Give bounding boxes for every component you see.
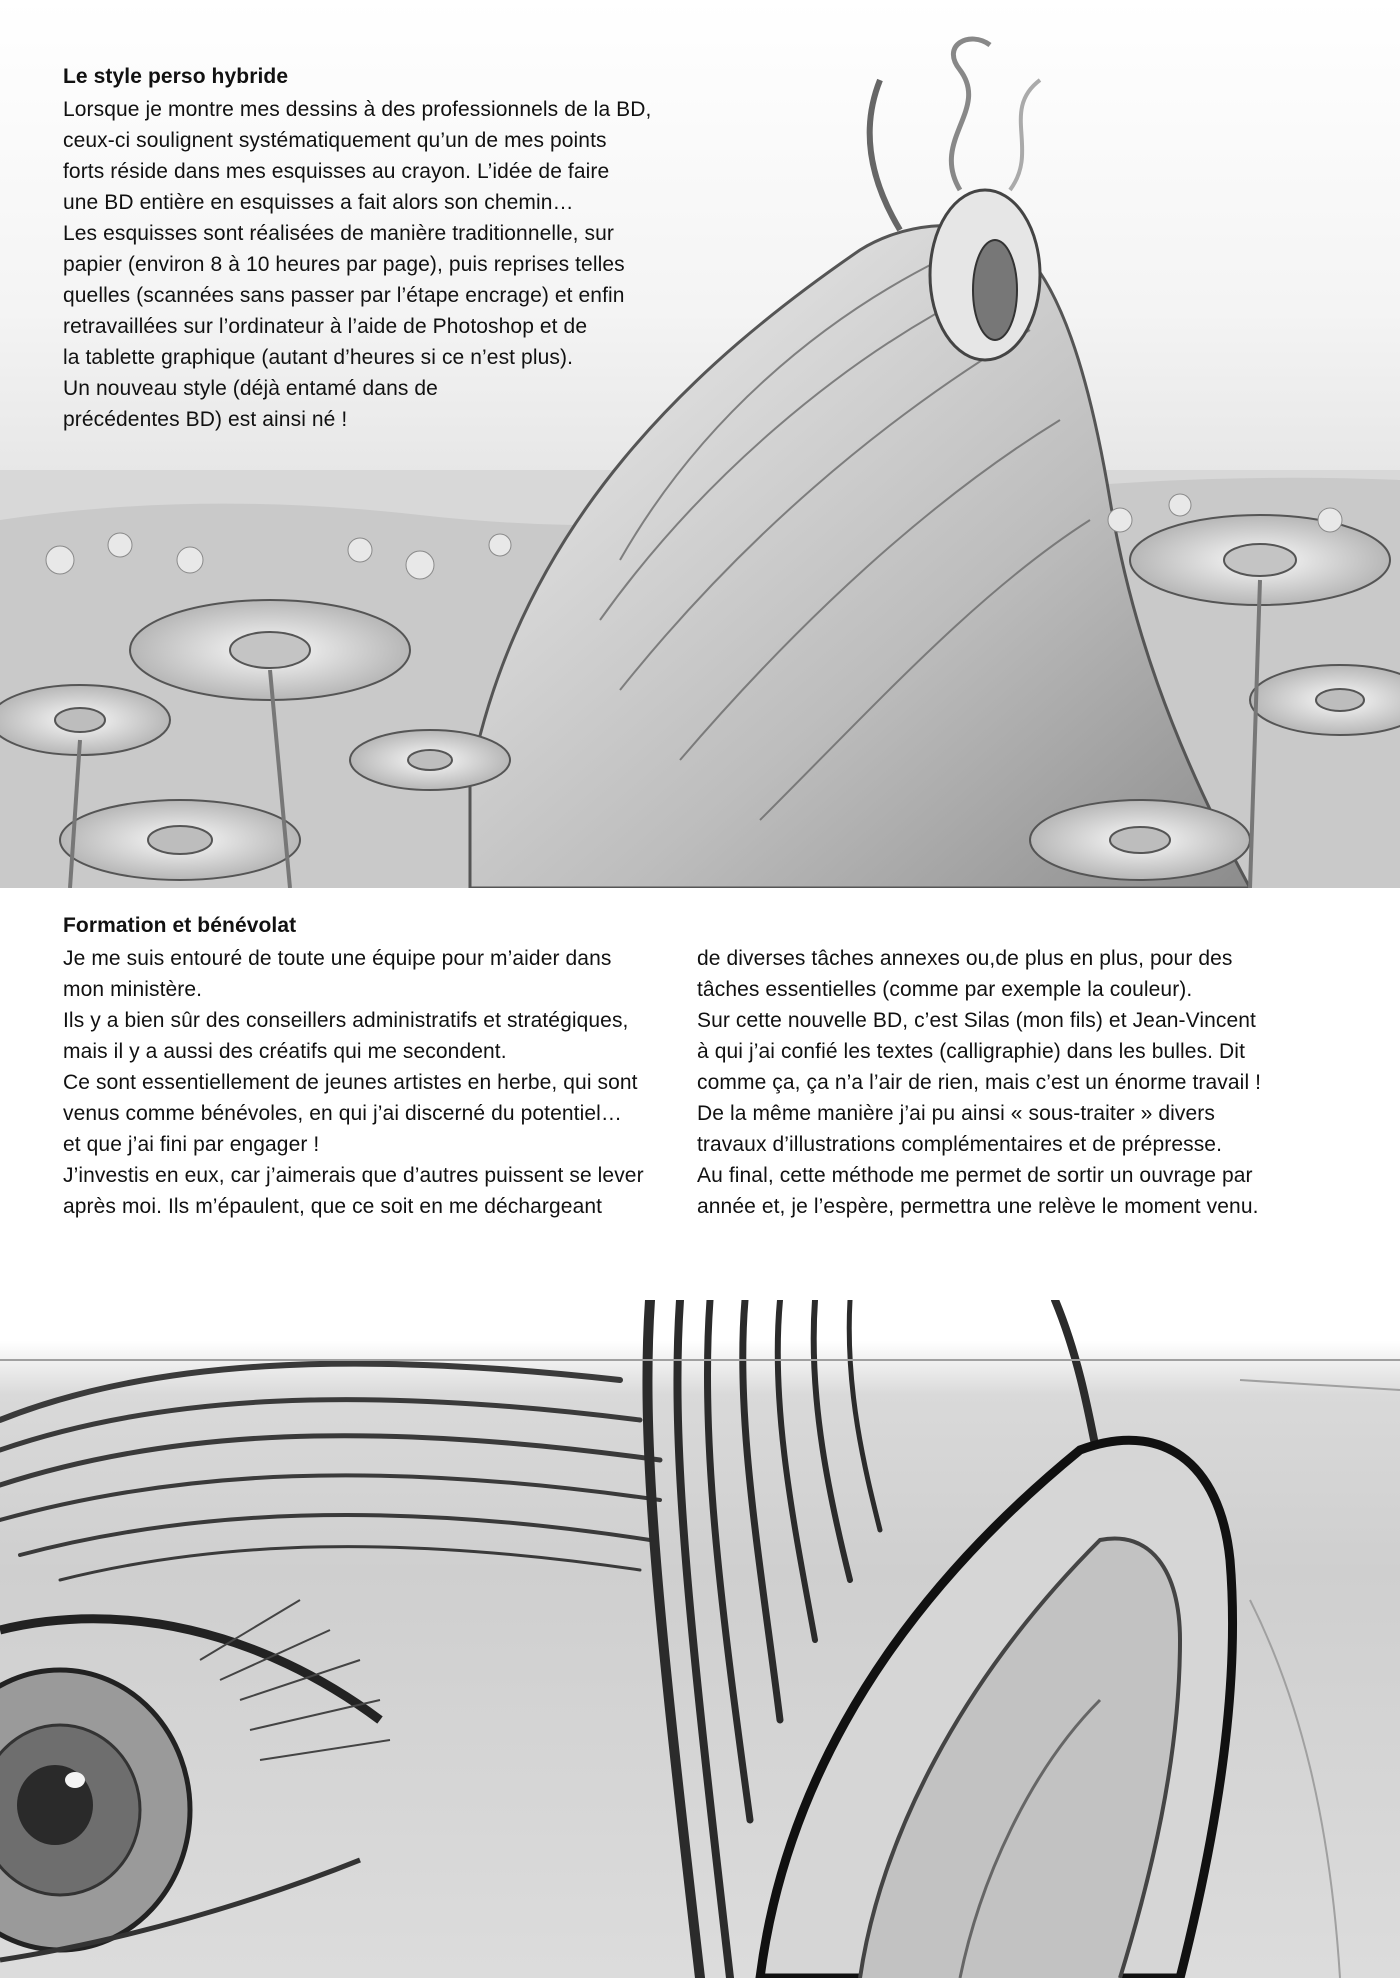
style-section-title: Le style perso hybride: [63, 65, 289, 88]
formation-line: venus comme bénévoles, en qui j’ai discerné du potentiel…: [63, 1102, 623, 1125]
formation-line: Sur cette nouvelle BD, c’est Silas (mon fils) et Jean-Vincent: [697, 1009, 1256, 1032]
eye-ear-sketch-illustration: [0, 1300, 1400, 1978]
style-line: précédentes BD) est ainsi né !: [63, 408, 348, 431]
formation-column-right: [697, 943, 1337, 1222]
style-line: la tablette graphique (autant d’heures si ce n’est plus).: [63, 346, 574, 369]
style-line: une BD entière en esquisses a fait alors son chemin…: [63, 191, 574, 214]
formation-line: de diverses tâches annexes ou,de plus en plus, pour des: [697, 947, 1233, 970]
style-section: [63, 61, 683, 435]
eyelash-strokes: [200, 1600, 390, 1760]
formation-line: travaux d’illustrations complémentaires et de prépresse.: [697, 1133, 1223, 1156]
formation-line: Au final, cette méthode me permet de sortir un ouvrage par: [697, 1164, 1253, 1187]
style-line: quelles (scannées sans passer par l’étape encrage) et enfin: [63, 284, 625, 307]
style-line: retravaillées sur l’ordinateur à l’aide de Photoshop et de: [63, 315, 588, 338]
formation-line: Ce sont essentiellement de jeunes artistes en herbe, qui sont: [63, 1071, 638, 1094]
formation-line: De la même manière j’ai pu ainsi « sous-traiter » divers: [697, 1102, 1215, 1125]
brow-strokes: [0, 1364, 660, 1580]
eye-ear-drawing: [0, 1300, 1400, 1978]
style-line: Les esquisses sont réalisées de manière traditionnelle, sur: [63, 222, 615, 245]
formation-line: Je me suis entouré de toute une équipe pour m’aider dans: [63, 947, 612, 970]
formation-line: Ils y a bien sûr des conseillers administratifs et stratégiques,: [63, 1009, 629, 1032]
formation-line: comme ça, ça n’a l’air de rien, mais c’est un énorme travail !: [697, 1071, 1262, 1094]
formation-line: mais il y a aussi des créatifs qui me secondent.: [63, 1040, 507, 1063]
formation-line: à qui j’ai confié les textes (calligraphie) dans les bulles. Dit: [697, 1040, 1246, 1063]
style-line: Un nouveau style (déjà entamé dans de: [63, 377, 438, 400]
formation-heading: [63, 910, 663, 943]
formation-line: après moi. Ils m’épaulent, que ce soit en me déchargeant: [63, 1195, 603, 1218]
formation-line: mon ministère.: [63, 978, 203, 1001]
style-line: forts réside dans mes esquisses au crayon. L’idée de faire: [63, 160, 610, 183]
eye: [0, 1670, 190, 1950]
formation-line: J’investis en eux, car j’aimerais que d’autres puissent se lever: [63, 1164, 644, 1187]
style-line: ceux-ci soulignent systématiquement qu’un de mes points: [63, 129, 607, 152]
formation-line: et que j’ai fini par engager !: [63, 1133, 320, 1156]
style-line: Lorsque je montre mes dessins à des professionnels de la BD,: [63, 98, 652, 121]
formation-section-title: Formation et bénévolat: [63, 914, 297, 937]
formation-line: tâches essentielles (comme par exemple la couleur).: [697, 978, 1193, 1001]
formation-line: année et, je l’espère, permettra une relève le moment venu.: [697, 1195, 1259, 1218]
formation-column-left: [63, 943, 663, 1222]
style-line: papier (environ 8 à 10 heures par page), puis reprises telles: [63, 253, 625, 276]
